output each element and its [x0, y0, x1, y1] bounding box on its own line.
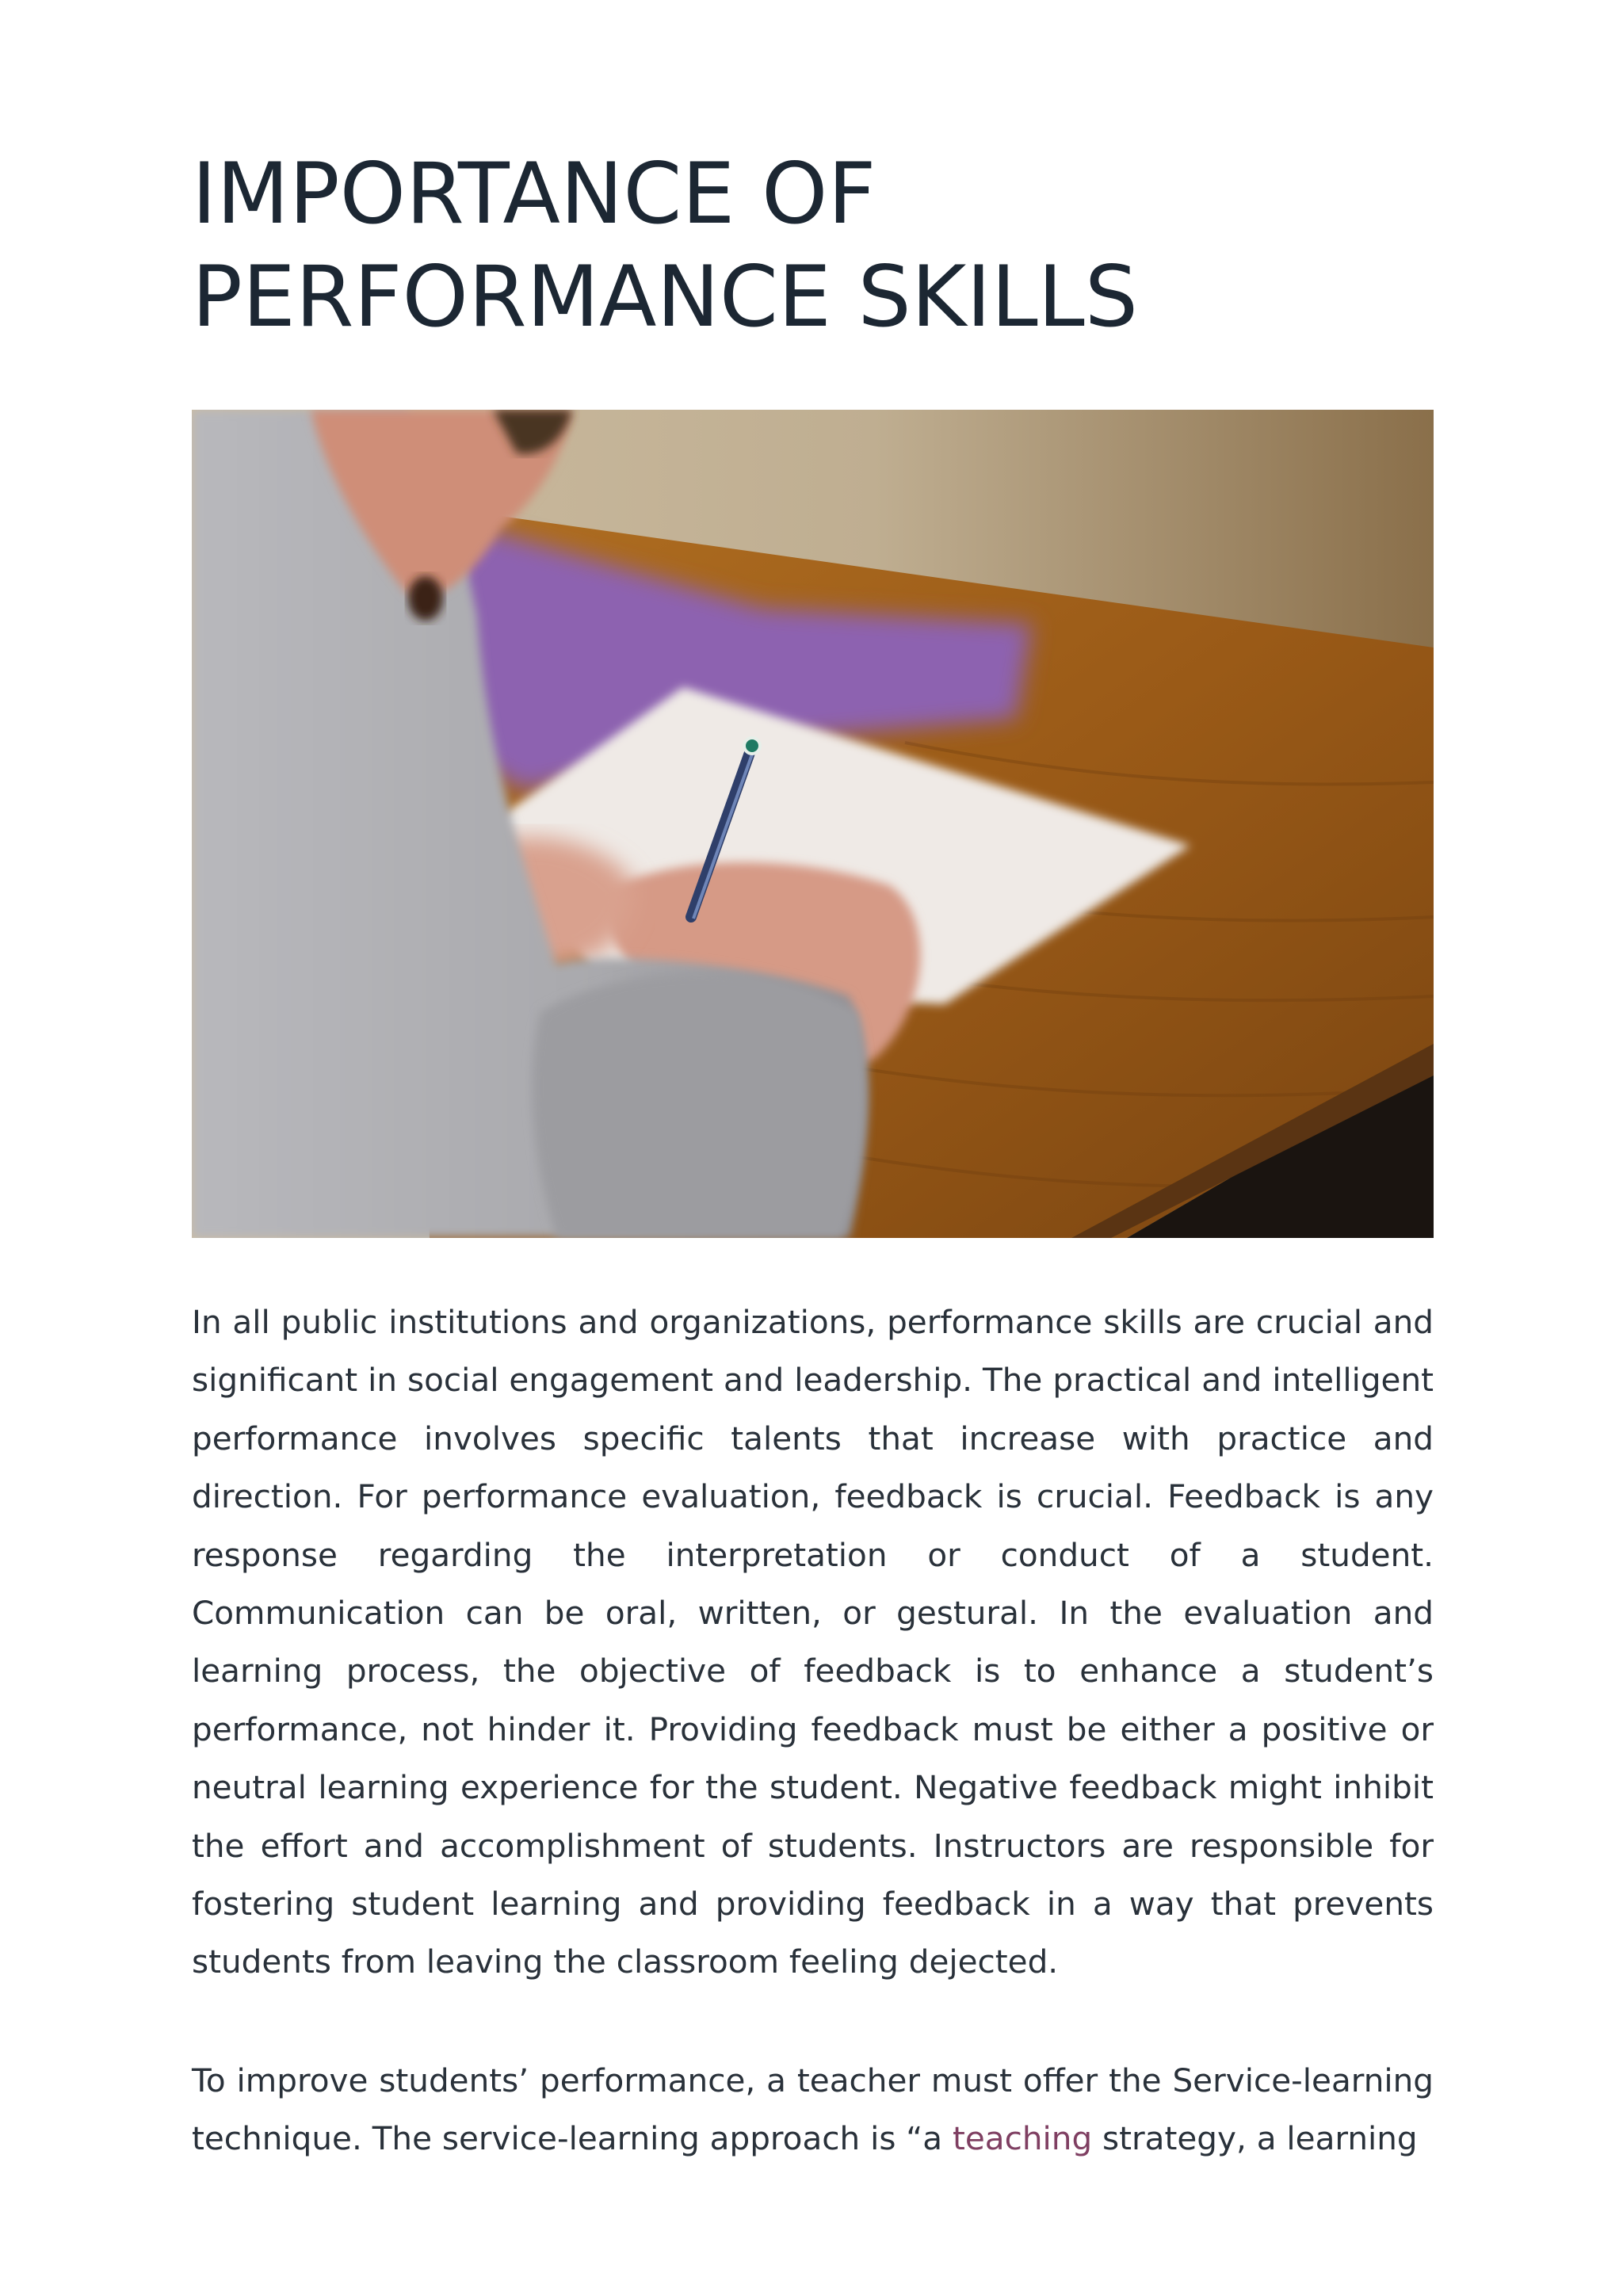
hero-image	[192, 410, 1434, 1238]
paragraph-2	[192, 2052, 1434, 2168]
teaching-link[interactable]: teaching	[952, 2119, 1093, 2158]
page-title	[192, 143, 1434, 349]
paragraph-2-text-end: strategy, a learning	[1092, 2119, 1418, 2158]
article-body	[192, 1293, 1434, 2229]
title-line-2: PERFORMANCE SKILLS	[192, 248, 1139, 346]
student-writing-photo-icon	[192, 410, 1434, 1238]
title-block	[192, 143, 1434, 349]
title-line-1: IMPORTANCE OF	[192, 145, 876, 243]
paragraph-2-text-start: To improve students’ performance, a teacher must offer the Service-learning technique. The service-learning approach is “a	[192, 2061, 1434, 2158]
paragraph-1: In all public institutions and organizations, performance skills are crucial and significant in social engagement and leadership. The practical and intelligent performance involves specific talents that increase with practice and direction. For performance evaluation, feedback is crucial. Feedback is any response regarding the interpretation or conduct of a student. Communication can be oral, written, or gestural. In the evaluation and learning process, the objective of feedback is to enhance a student’s performance, not hinder it. Providing feedback must be either a positive or neutral learning experience for the student. Negative feedback might inhibit the effort and accomplishment of students. Instructors are responsible for fostering student learning and providing feedback in a way that prevents students from leaving the classroom feeling dejected.	[192, 1303, 1434, 1981]
